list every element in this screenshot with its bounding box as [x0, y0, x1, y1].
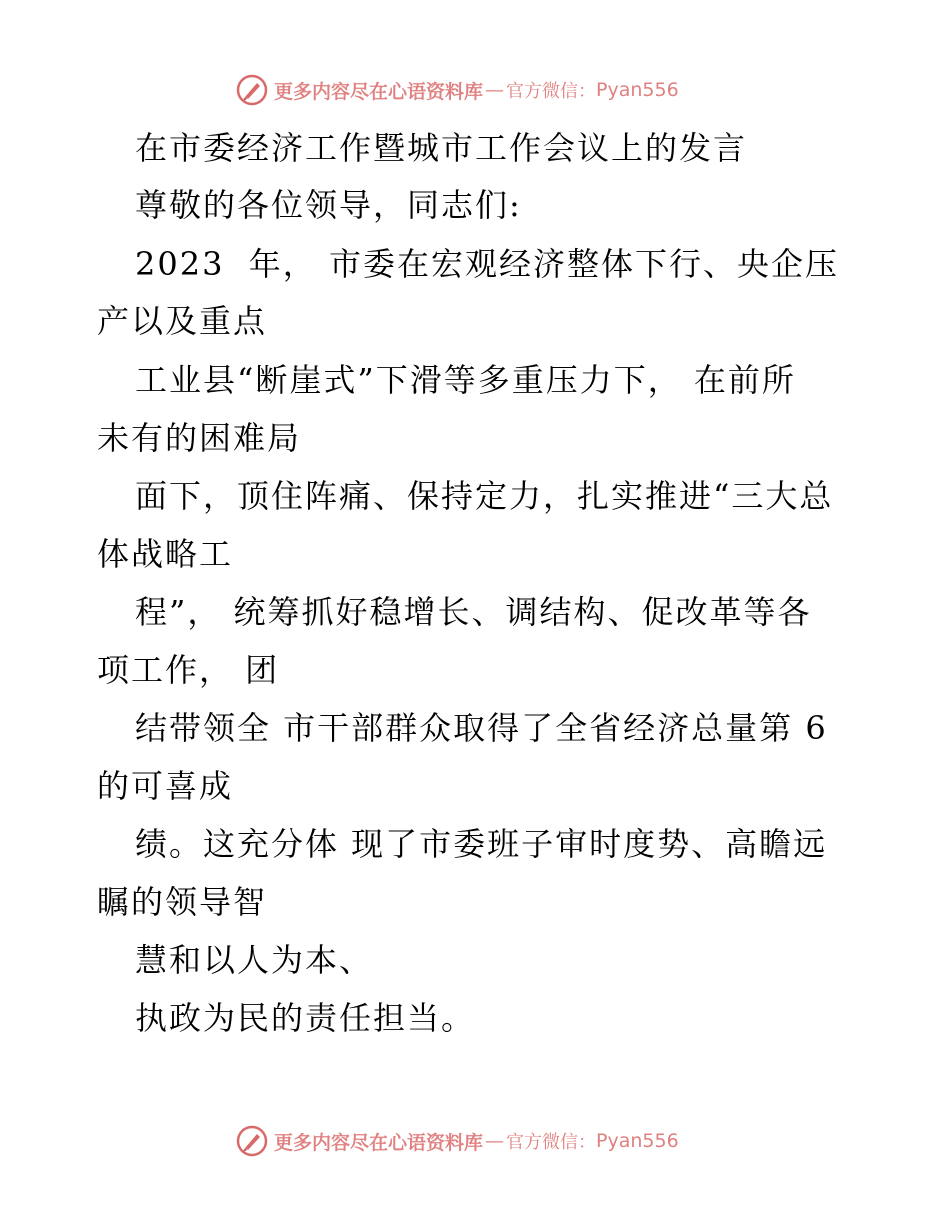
watermark-handle: Pyan556: [596, 79, 679, 101]
paragraph-line: 产以及重点: [97, 302, 268, 340]
paragraph-line: 未有的困难局: [97, 419, 302, 457]
paragraph-line: 慧和以人为本、: [135, 941, 374, 979]
watermark-text: 更多内容尽在心语资料库: [274, 80, 484, 103]
paragraph-line: 结带领全 市干部群众取得了全省经济总量第 6: [135, 709, 828, 747]
watermark-separator: —: [485, 1130, 505, 1152]
paragraph-line: 项工作， 团: [97, 651, 280, 689]
paragraph-line: 绩。这充分体 现了市委班子审时度势、高瞻远: [135, 825, 828, 863]
watermark-label: 官方微信：: [506, 81, 597, 102]
footer-watermark: [236, 1124, 679, 1158]
paragraph-line: 工业县“断崖式”下滑等多重压力下， 在前所: [135, 361, 796, 399]
quill-logo-icon: [236, 1125, 268, 1157]
paragraph-line: 瞩的领导智: [97, 883, 268, 921]
watermark-text: 更多内容尽在心语资料库: [274, 1131, 484, 1154]
paragraph-line: 面下，顶住阵痛、保持定力，扎实推进“三大总: [135, 477, 834, 515]
paragraph-line: 执政为民的责任担当。: [135, 999, 476, 1037]
header-watermark: [236, 73, 679, 107]
paragraph-line: 的可喜成: [97, 767, 234, 805]
paragraph-line: 程”， 统筹抓好稳增长、调结构、促改革等各: [135, 593, 812, 631]
watermark-separator: —: [485, 79, 505, 101]
paragraph-line: 体战略工: [97, 535, 234, 573]
document-title: 在市委经济工作暨城市工作会议上的发言: [135, 129, 748, 167]
salutation: 尊敬的各位领导，同志们:: [135, 186, 522, 224]
watermark-label: 官方微信：: [506, 1132, 597, 1153]
watermark-handle: Pyan556: [596, 1130, 679, 1152]
quill-logo-icon: [236, 74, 268, 106]
paragraph-line: 2023 年， 市委在宏观经济整体下行、央企压: [135, 245, 839, 283]
